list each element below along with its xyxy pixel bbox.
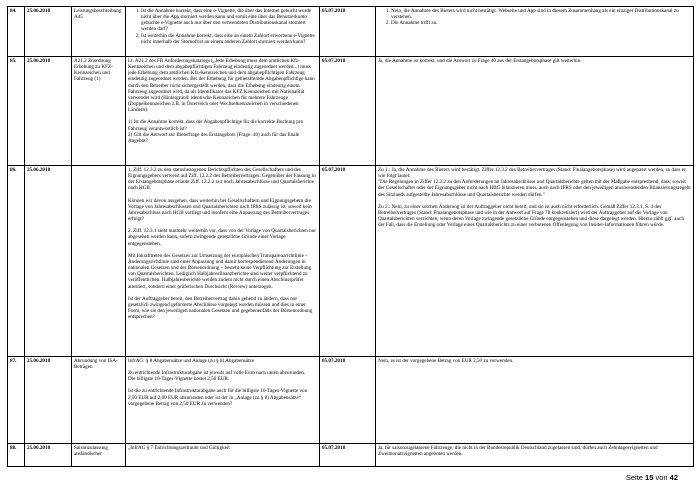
answer-paragraph: Ja, die Annahme ist korrekt, und die Antwort zu Frage 40 aus der Erstangebotsphase gilt weiterhin. xyxy=(378,58,582,64)
question-paragraph: 1) Ist die Annahme korrekt, dass der Abgabenpflichtige für die korrekte Buchung pro Fahrzeug verantwortlich ist? 2) Gilt die Antwort zur Bieterfrage des Erstangebots (Frage: 40) auch für das finale Angebot? xyxy=(128,119,304,144)
question-paragraph: Mit Inkrafttreten des Gesetzes zur Umsetzung der europäischen Transparenzrichtlinie – Änderungsrichtlinie sind einer Anpassung und damit korrespondierend Änderungen in nationalen Gesetzen und der Börsenordnung – besteht keine Verpflichtung zur Erstellung von Quartalsberichten. Lediglich Halbjahresfinanzberichte sind weiter verpflichtend zu veröffentlichen. Halbjahresberichte werden zudem nicht durch einen Abschlussprüfer attestiert, sondern einer prüferischen Durchsicht (Review) unterzogen. xyxy=(128,252,312,290)
topic-cell: Abrundung von ISA-Beträgen xyxy=(72,357,126,444)
table-row xyxy=(8,357,694,444)
row-number-cell: 85. xyxy=(8,57,25,166)
topic-cell xyxy=(72,166,126,357)
answer-paragraph: Zu 2.: Nein, zu einer solchen Änderung ist der Auftraggeber nicht bereit, und sie ist auch nicht erforderlich. Gemäß Ziffer 12.3.1, S. 4 des Betreibervertrages (Stand: Finalangebotsphase und wie in der Antwort auf Frage 78 konkretisiert) wird der Auftraggeber auf die Vorlage von Quartalsberichten verzichten, wenn deren Vorlage zwingende gesetzliche Gründe entgegenstehen und diese dargelegt werden. Hierzu zählt ggf. auch der Fall, dass die Erstellung oder Vorlage eines Quartalsberichts zu einer verbotenen Offenlegung von Insider-Informationen führen würde. xyxy=(378,203,684,229)
question-paragraph: Lt. A21.2 des FB Anforderungskatalogs („Jede Erhebung muss dem amtlichen Kfz-Kennzeichen und dem abgabepflichtigen Fahrzeug eindeutig zugeordnet werden...) muss jede Erhebung dem amtlichen Kfz-Kennzeichen und dem abgabepflichtigen Fahrzeug eindeutig zugeordnet werden. Bei der Erhebung für gebietsfremde Abgabenpflichtige kann durch den Betreiber nicht sichergestellt werden, dass die Erhebung eindeutig einem Fahrzeug zugeordnet wird, da als Identifikator das KFZ Kennzeichen mit Nationalität verwendet wird (Hintergrund: identische Kennzeichen für mehrere Fahrzeuge (Doppelkennzeichen z.B. in Österreich oder Wechselkennzeichen in verschiedenen Ländern). xyxy=(128,58,315,114)
question-cell xyxy=(126,57,320,166)
question-cell xyxy=(126,444,320,467)
table-row xyxy=(8,57,694,166)
answer-list-item: 1. Nein, die Annahme des Bieters wird nicht bestätigt. Webseite und App sind in diesem Zusammenhang als ein einziger Distributionskanal zu verstehen. xyxy=(391,8,691,20)
answer-date-cell: 05.07.2018 xyxy=(320,7,376,57)
question-date-cell: 25.06.2018 xyxy=(25,57,72,166)
answer-list xyxy=(378,8,691,26)
question-paragraph: Zu entrichtende Infrastrukturabgabe ist jeweils auf volle Euro nach unten abzurunden. Die billigste 10-Tages-Vignette kostet 2,50 EUR. xyxy=(128,370,306,383)
question-paragraph: Ist die zu entrichtende Infrastrukturabgabe auch für die billigste 10-Tages-Vignette von 2,50 EUR auf 2,00 EUR abzurunden oder ist der in „Anlage (zu § 8) Abgabensätze“ vorgegebene Betrag von 2,50 EUR zu verwenden? xyxy=(128,388,308,407)
answer-paragraph: Zu 1.: Ja, die Annahme des Bieters wird bestätigt. Ziffer 12.3.2 des Betreibervertrages (Stand: Finalangebotsphase) wird angepasst werden, so dass er wie folgt lautet: "Die Regelungen in Ziffer 12.2.2 zu den Anforderungen an Jahresabschlüsse und Quartalsberichte gelten mit der Maßgabe entsprechend, dass, soweit der Gesellschafter oder der Eignungsgeber nicht nach HBG bilanzieren muss, auch nach IFRS oder den jeweiligen anzuwendenden Bilanzierungsregeln des Sitzlands aufgestellte Jahresabschlüsse und Quartalsberichte werden dürfen." xyxy=(378,167,691,198)
question-cell xyxy=(126,166,320,357)
footer-prefix: Seite xyxy=(625,473,643,482)
question-cell xyxy=(126,357,320,444)
question-date-cell: 25.06.2018 xyxy=(25,444,72,467)
answer-list-item: 2. Die Annahme trifft zu. xyxy=(391,20,691,26)
question-paragraph: InfrAG: § 8 Abgabensätze und Anlage (zu § 8) Abgabensätze xyxy=(128,358,255,364)
answer-date-cell: 05.07.2018 xyxy=(320,357,376,444)
answer-cell xyxy=(376,444,694,467)
table-row xyxy=(8,166,694,357)
document-page xyxy=(7,6,693,467)
answer-date-cell: 05.07.2018 xyxy=(320,57,376,166)
question-list-item: 2. Ist weiterhin die Annahme korrekt, dass eine an einem Zahlort erworbene e-Vignette nicht innerhalb der Stornofrist an einem anderen Zahlort storniert werden kann? xyxy=(141,33,317,45)
question-date-cell: 25.06.2018 xyxy=(25,357,72,444)
answer-date-cell: 05.07.2018 xyxy=(320,444,376,467)
row-number-cell: 88. xyxy=(8,444,25,467)
page-number-footer xyxy=(626,473,678,482)
topic-cell: Leistungsbeschreibung A45 xyxy=(72,7,126,57)
question-paragraph: Können wir davon ausgehen, dass weiterhin bei Gesellschaftern und Eignungsgebern die Vorlage von Jahresabschlüssen und Quartalsberichten nach IFRS zulässig ist, soweit kein Jahresabschluss nach HGB vorliegt und insofern eine Anpassung des Betreibervertrages erfolgt? xyxy=(128,197,312,223)
question-paragraph: 1. Ziff. 12.3.2 zu den statusbezogenen Berichtspflichten des Gesellschafters und des Eignungsgebers verweist auf Ziff. 12.2.2 des Betreibervertrages. Gegenüber der Fassung in der Erstangebotsphase erlaubt Ziff. 12.2.2 nur noch Jahresabschlüsse und Quartalsberichte nach HGB. xyxy=(128,167,316,192)
row-number-cell: 87. xyxy=(8,357,25,444)
topic-cell: Saisonzulassung ausländischer xyxy=(72,444,126,467)
answer-paragraph: Ja, für saisonzugelassene Fahrzeuge, die nicht in der Bundesrepublik Deutschland zugelassen sind, dürfen auch Zehntagesvignetten und Zweimonatsvignetten angeboten werden. xyxy=(378,445,658,458)
footer-middle: von xyxy=(655,473,668,482)
question-date-cell: 25.06.2018 xyxy=(25,7,72,57)
footer-current-page: 15 xyxy=(645,473,654,482)
question-cell xyxy=(126,7,320,57)
footer-total-pages: 42 xyxy=(669,473,678,482)
question-date-cell: 25.06.2018 xyxy=(25,166,72,357)
question-paragraph: „InfrAG § 7 Entrichtungszeitraum und Gültigkeit xyxy=(128,445,230,451)
answer-cell xyxy=(376,357,694,444)
topic-cell: A21.2 Zuordnung Erhebung zu KFZ-Kennzeichen und Fahrzeug (1) xyxy=(72,57,126,166)
table-row xyxy=(8,7,694,57)
question-list xyxy=(128,8,317,45)
questions-table xyxy=(7,6,694,467)
answer-cell xyxy=(376,166,694,357)
table-row xyxy=(8,444,694,467)
answer-paragraph: Nein, es ist der vorgegebene Betrag von EUR 2,50 zu verwenden. xyxy=(378,358,514,364)
answer-cell xyxy=(376,57,694,166)
question-paragraph: 2. Ziff. 12.3.1 sieht nunmehr weiterhin vor, dass von der Vorlage von Quartalsberichten nur abgesehen werden kann, sofern zwingende gesetzliche Gründe einer Vorlage entgegenstehen. xyxy=(128,228,316,247)
row-number-cell: 84. xyxy=(8,7,25,57)
answer-cell xyxy=(376,7,694,57)
row-number-cell: 86. xyxy=(8,166,25,357)
question-list-item: 1. Ist die Annahme korrekt, dass eine e-Vignette, die über das Internet gebucht wurde nicht über die App storniert werden kann und somit eine über das Benutzerkonto gebuchte e-Vignette auch nur über den verwendeten Distributionskanal storniert werden darf? xyxy=(141,8,317,33)
question-paragraph: Ist der Auftraggeber bereit, den Betreibervertrag dahin gehend zu ändern, dass nur gesetzlich zwingend geforderte Abschlüsse vorgelegt werden müssen und dies in einer Form, wie sie den jeweiligen nationalen Gesetzen und gegebenenfalls der Börsenordnung entsprechen? xyxy=(128,295,313,321)
questions-table-body xyxy=(8,7,694,467)
answer-date-cell: 05.07.2018 xyxy=(320,166,376,357)
